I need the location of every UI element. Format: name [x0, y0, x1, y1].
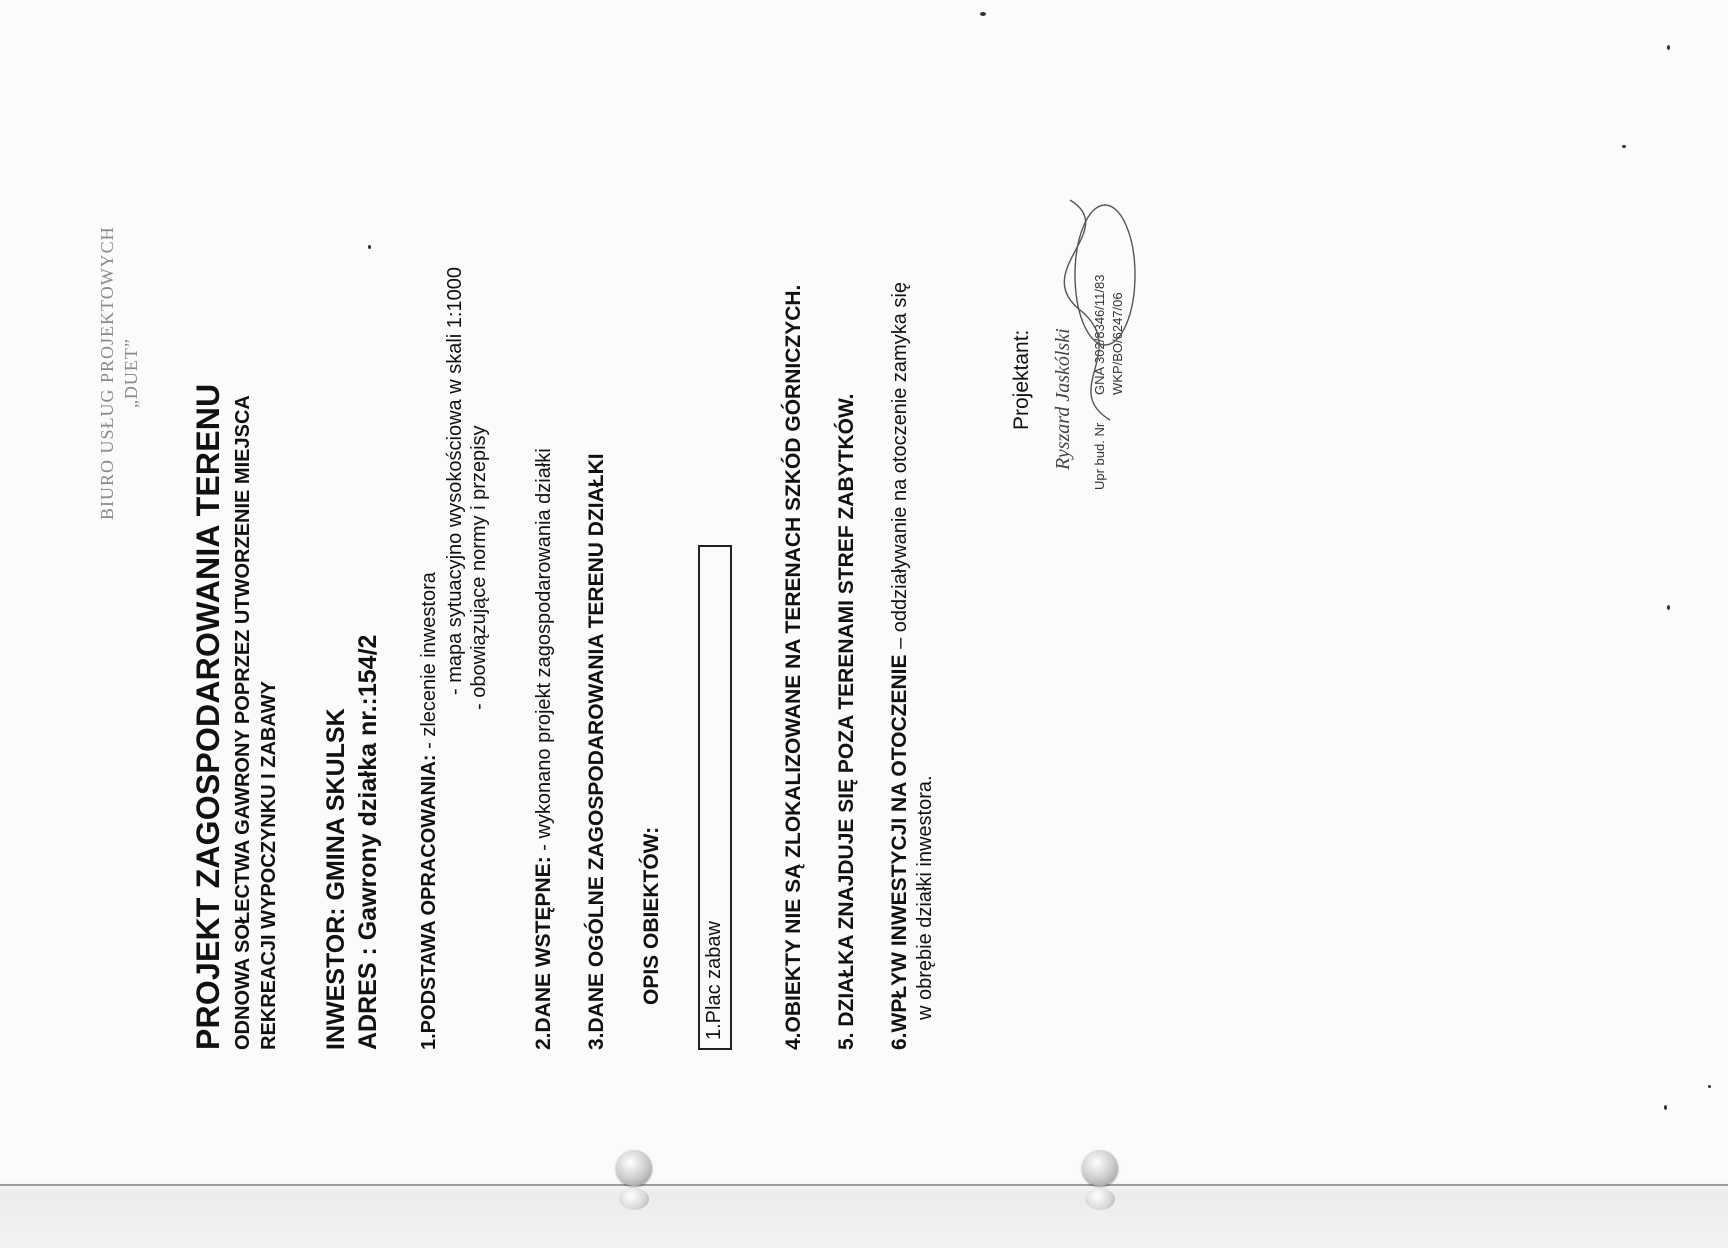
objects-heading: OPIS OBIEKTÓW: [640, 826, 663, 1005]
designer-license-prefix: Upr bud. Nr [1092, 422, 1107, 490]
document-subtitle-1: ODNOWA SOŁECTWA GAWRONY POPRZEZ UTWORZENIE MIEJSCA [232, 395, 254, 1050]
objects-item-1: 1.Plac zabaw [703, 921, 725, 1040]
punch-hole-left [616, 1150, 652, 1186]
section-4-text: 4.OBIEKTY NIE SĄ ZLOKALIZOWANE NA TERENACH SZKÓD GÓRNICZYCH. [782, 284, 805, 1050]
section-6-text: – oddziaływanie na otoczenie zamyka się [889, 282, 911, 655]
scan-speck [1667, 45, 1670, 50]
stamp-line-2: „DUET” [121, 338, 141, 409]
section-1-line [418, 572, 441, 1050]
section-6-text-2: w obrębie działki inwestora. [914, 775, 936, 1020]
address-line: ADRES : Gawrony działka nr.:154/2 [354, 634, 382, 1050]
document-title: PROJEKT ZAGOSPODAROWANIA TERENU [190, 383, 226, 1050]
scan-speck [1708, 1085, 1711, 1088]
section-2-text: - wykonano projekt zagospodarowania działki [533, 448, 555, 851]
section-1-item-2: - mapa sytuacyjno wysokościowa w skali 1:1000 [444, 267, 466, 695]
section-5-text: 5. DZIAŁKA ZNAJDUJE SIĘ POZA TERENAMI STREF ZABYTKÓW. [835, 393, 858, 1050]
section-1-item-3: - obowiązujące normy i przepisy [468, 425, 490, 710]
section-1-heading: 1.PODSTAWA OPRACOWANIA: [418, 754, 440, 1050]
section-3-heading: 3.DANE OGÓLNE ZAGOSPODAROWANIA TERENU DZIAŁKI [585, 453, 608, 1050]
section-2-line [532, 448, 556, 1050]
punch-hole-left-shadow [619, 1188, 649, 1210]
designer-label: Projektant: [1010, 329, 1033, 430]
handwritten-signature-mark [1050, 190, 1140, 430]
document-subtitle-2: REKREACJI WYPOCZYNKU I ZABAWY [258, 681, 280, 1050]
designer-signature-block [1010, 130, 1170, 490]
designer-name: Ryszard Jaskólski [1052, 328, 1074, 470]
punch-hole-right-shadow [1085, 1188, 1115, 1210]
section-6-line [888, 282, 912, 1050]
stamp-line-1: BIURO USŁUG PROJEKTOWYCH [97, 226, 117, 520]
section-6-heading: 6.WPŁYW INWESTYCJI NA OTOCZENIE [888, 654, 911, 1050]
section-2-heading: 2.DANE WSTĘPNE: [532, 856, 555, 1050]
scan-speck [1667, 605, 1670, 610]
objects-box [698, 545, 732, 1050]
punch-hole-right [1082, 1150, 1118, 1186]
designer-license-2: WKP/BO/6247/06 [1110, 292, 1125, 395]
document-body [0, 50, 1230, 1050]
scan-speck [1622, 145, 1626, 148]
investor-line: INWESTOR: GMINA SKULSK [322, 708, 350, 1050]
section-1-item-1: - zlecenie inwestora [418, 572, 440, 749]
scan-speck [1664, 1105, 1667, 1110]
designer-license-1: GNA 302/8346/11/83 [1092, 274, 1107, 395]
page-bottom-band [0, 1180, 1728, 1248]
page-edge-line [0, 1184, 1728, 1186]
company-stamp [95, 226, 143, 520]
scan-speck [980, 12, 986, 16]
